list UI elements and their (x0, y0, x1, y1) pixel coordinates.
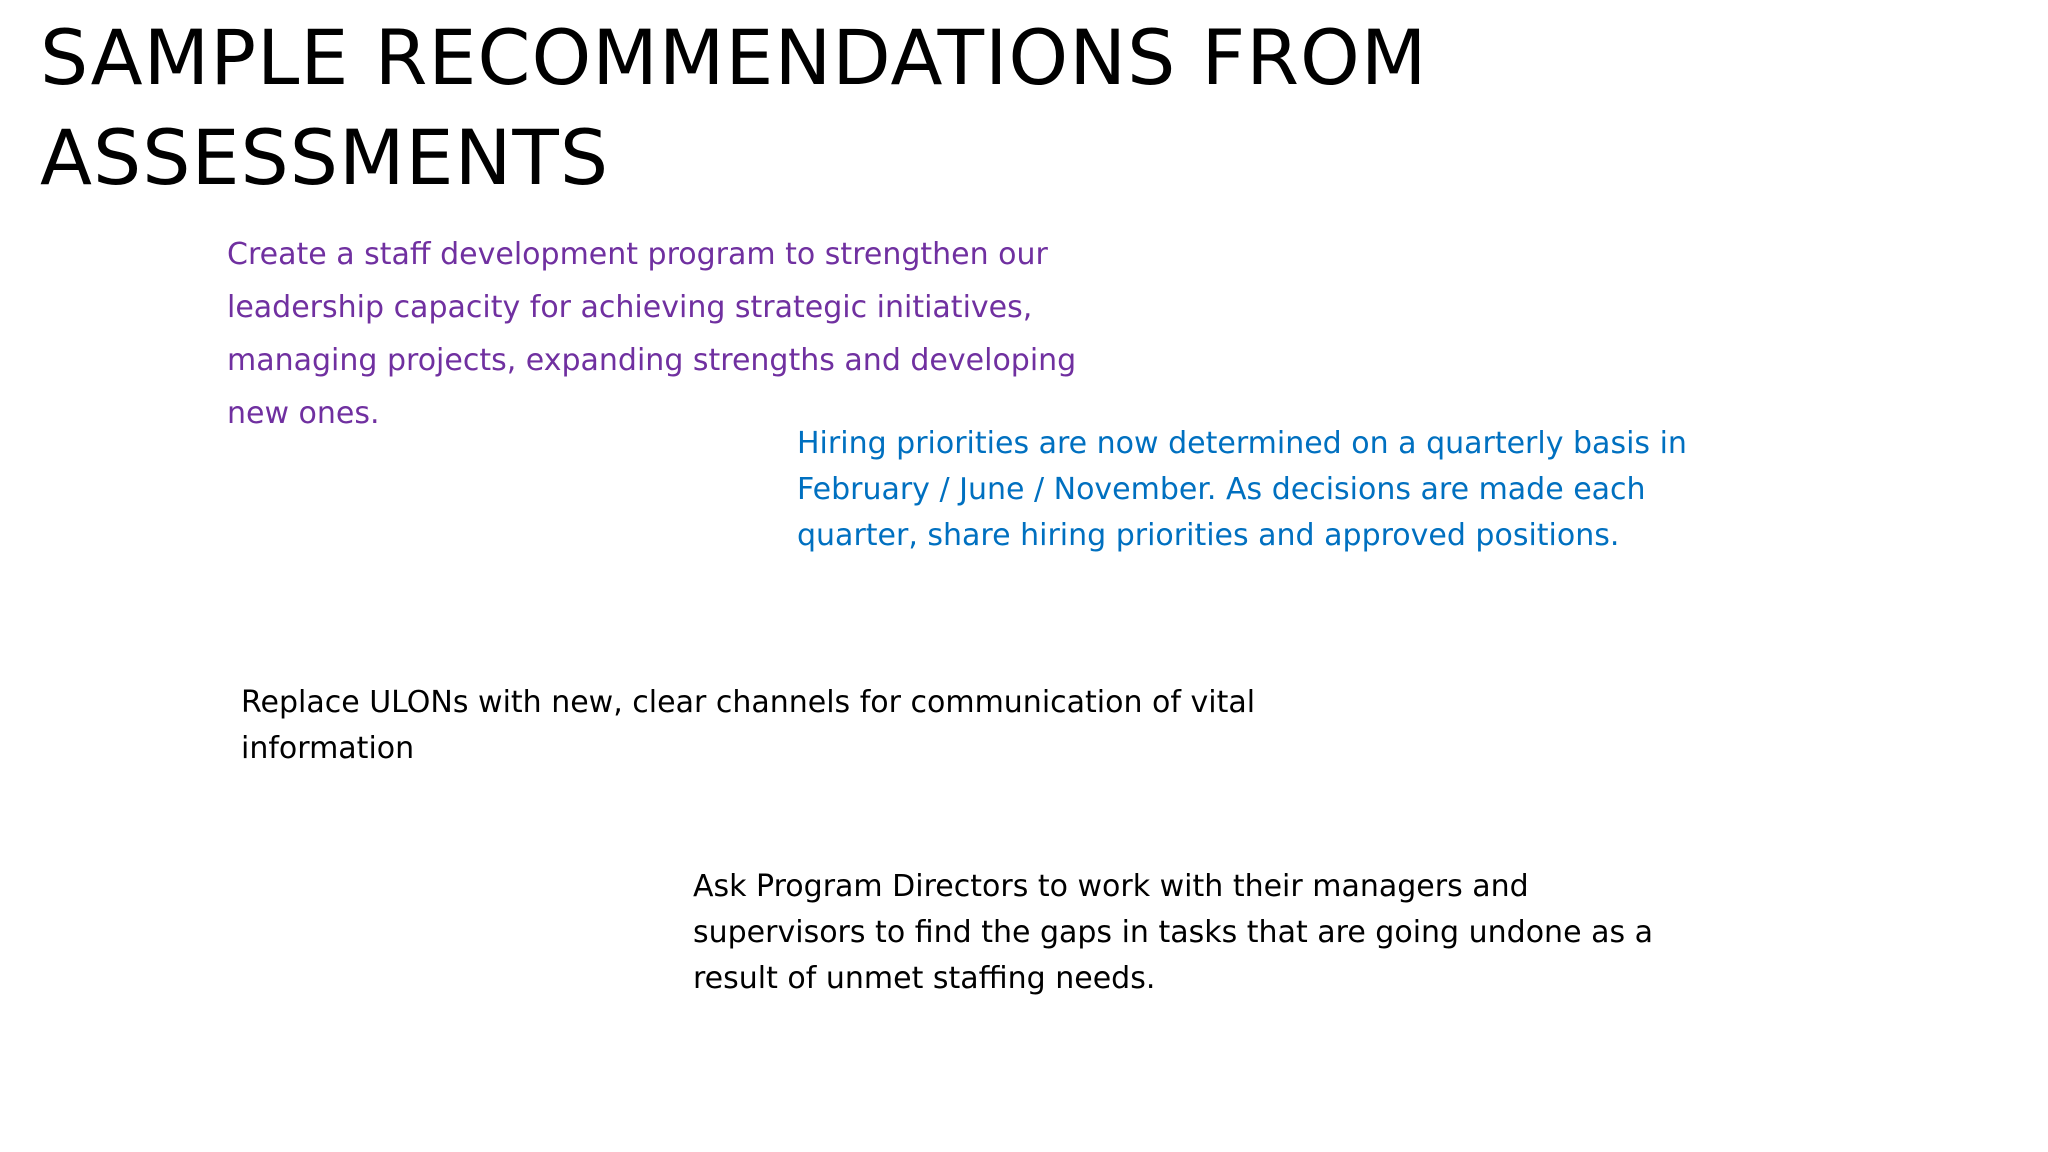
recommendation-replace-ulons: Replace ULONs with new, clear channels for communication of vital information (241, 685, 1256, 766)
recommendation-hiring-priorities: Hiring priorities are now determined on a quarterly basis in February / June / November. As decisions are made each quarter, share hiring priorities and approved positions. (797, 426, 1687, 553)
recommendation-staff-development: Create a staff development program to strengthen our leadership capacity for achieving strategic initiatives, managing projects, expanding strengths and developing new ones. (227, 237, 1077, 431)
recommendation-program-directors: Ask Program Directors to work with their managers and supervisors to find the gaps in tasks that are going undone as a result of unmet staffing needs. (693, 869, 1653, 996)
slide-title: SAMPLE RECOMMENDATIONS FROM ASSESSMENTS (40, 13, 1428, 202)
